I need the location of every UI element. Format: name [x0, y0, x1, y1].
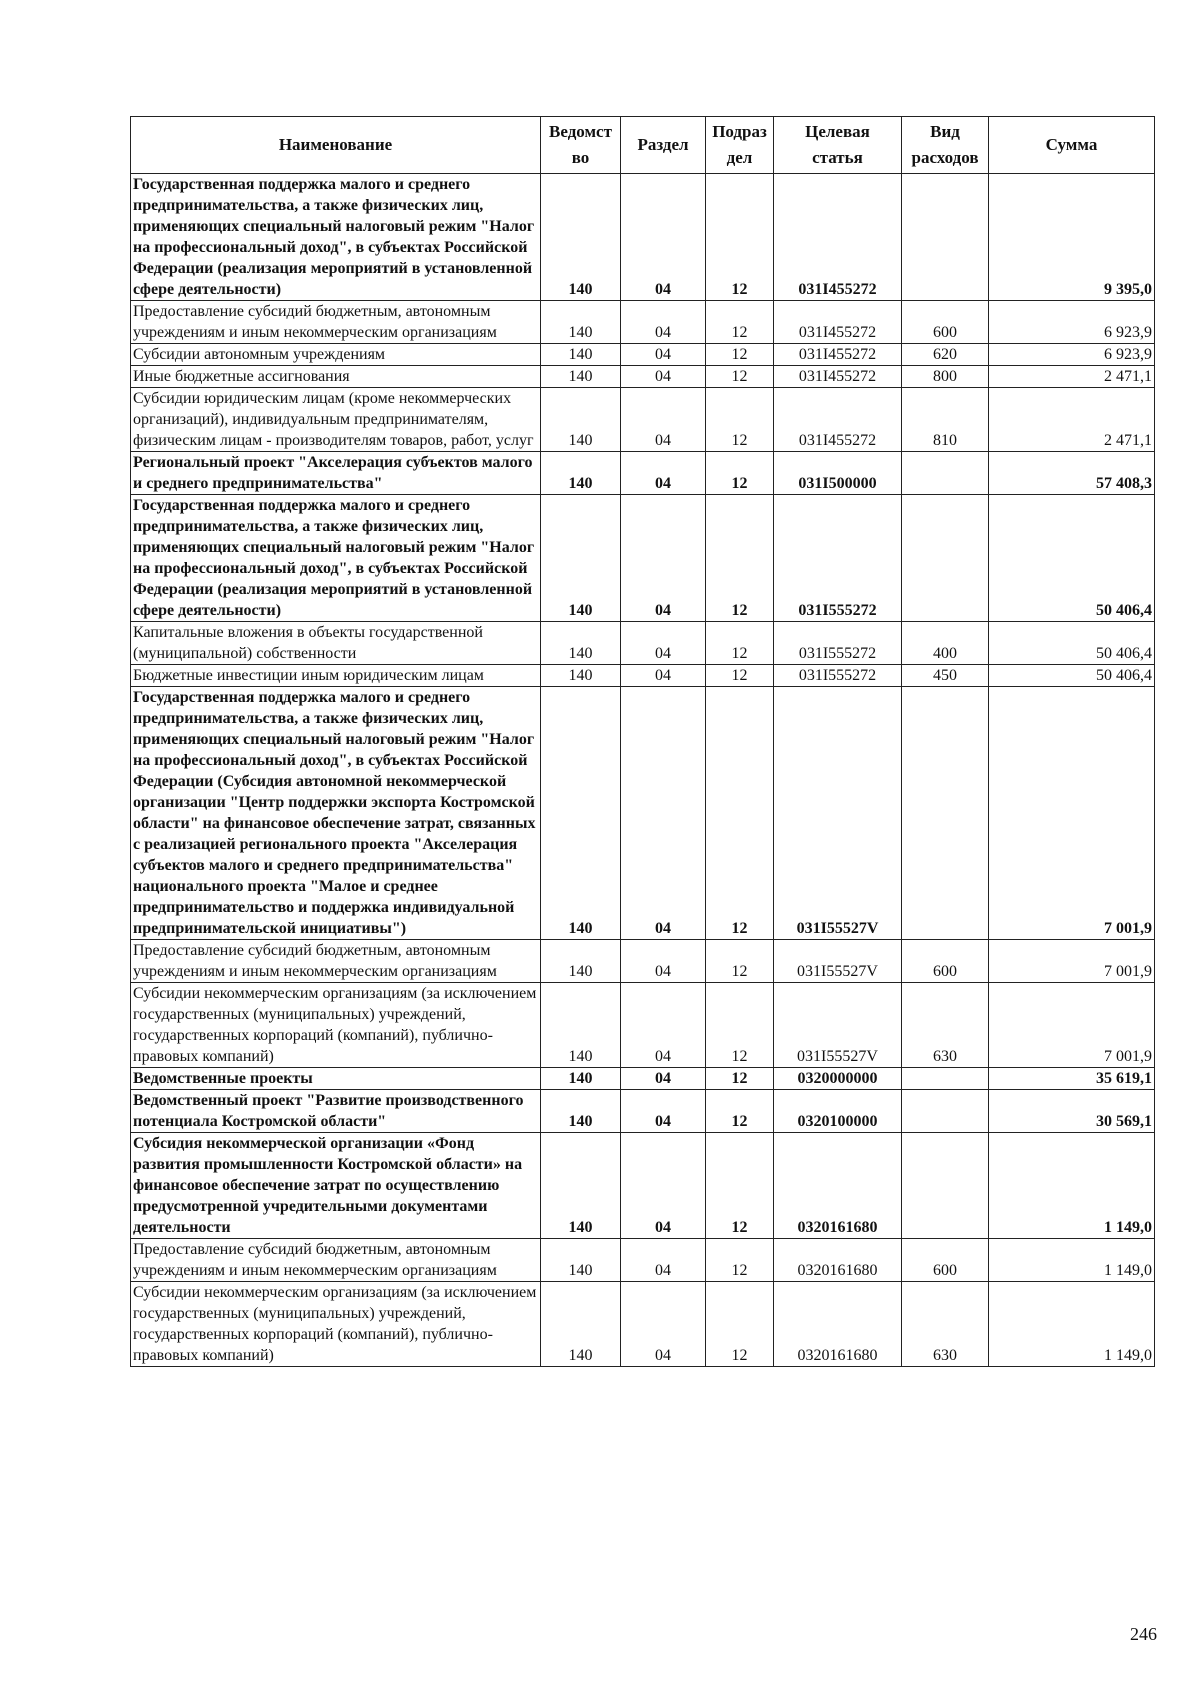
- row-section-cell: 04: [621, 301, 706, 344]
- header-subsection: Подраз дел: [706, 117, 774, 174]
- row-department-cell: 140: [541, 1239, 621, 1282]
- row-department-cell: 140: [541, 622, 621, 665]
- row-subsection-cell: 12: [706, 344, 774, 366]
- row-target-item-cell: 031I555272: [774, 665, 902, 687]
- row-amount-cell: 1 149,0: [989, 1282, 1155, 1367]
- row-subsection-cell: 12: [706, 174, 774, 301]
- row-expense-type-cell: 810: [902, 388, 989, 452]
- row-department-cell: 140: [541, 495, 621, 622]
- table-row: [131, 388, 1155, 452]
- row-target-item-cell: 031I455272: [774, 344, 902, 366]
- header-department: Ведомст во: [541, 117, 621, 174]
- row-department-cell: 140: [541, 1068, 621, 1090]
- row-expense-type-cell: [902, 1090, 989, 1133]
- row-expense-type-cell: 630: [902, 983, 989, 1068]
- row-section-cell: 04: [621, 174, 706, 301]
- row-department-cell: 140: [541, 301, 621, 344]
- row-name-cell: Ведомственный проект "Развитие производственного потенциала Костромской области": [131, 1090, 541, 1133]
- row-amount-cell: 57 408,3: [989, 452, 1155, 495]
- row-expense-type-cell: 620: [902, 344, 989, 366]
- row-name-cell: Предоставление субсидий бюджетным, автономным учреждениям и иным некоммерческим организациям: [131, 301, 541, 344]
- row-name-cell: Иные бюджетные ассигнования: [131, 366, 541, 388]
- table-row: [131, 1068, 1155, 1090]
- table-row: [131, 1239, 1155, 1282]
- row-name-cell: Субсидии юридическим лицам (кроме некоммерческих организаций), индивидуальным предпринимателям, физическим лицам - производителям товаров, работ, услуг: [131, 388, 541, 452]
- row-name-cell: Государственная поддержка малого и среднего предпринимательства, а также физических лиц, применяющих специальный налоговый режим "Налог на профессиональный доход", в субъектах Российской Федерации (реализация мероприятий в установленной сфере деятельности): [131, 495, 541, 622]
- row-target-item-cell: 031I455272: [774, 366, 902, 388]
- row-subsection-cell: 12: [706, 983, 774, 1068]
- row-subsection-cell: 12: [706, 452, 774, 495]
- header-expense-type: Вид расходов: [902, 117, 989, 174]
- row-department-cell: 140: [541, 687, 621, 940]
- row-expense-type-cell: [902, 1068, 989, 1090]
- table-row: [131, 1133, 1155, 1239]
- row-subsection-cell: 12: [706, 366, 774, 388]
- row-expense-type-cell: 400: [902, 622, 989, 665]
- row-target-item-cell: 031I455272: [774, 388, 902, 452]
- table-row: [131, 687, 1155, 940]
- row-expense-type-cell: 600: [902, 301, 989, 344]
- table-row: [131, 301, 1155, 344]
- row-name-cell: Государственная поддержка малого и среднего предпринимательства, а также физических лиц, применяющих специальный налоговый режим "Налог на профессиональный доход", в субъектах Российской Федерации (реализация мероприятий в установленной сфере деятельности): [131, 174, 541, 301]
- row-section-cell: 04: [621, 1068, 706, 1090]
- row-target-item-cell: 0320161680: [774, 1239, 902, 1282]
- row-department-cell: 140: [541, 388, 621, 452]
- row-name-cell: Бюджетные инвестиции иным юридическим лицам: [131, 665, 541, 687]
- row-name-cell: Предоставление субсидий бюджетным, автономным учреждениям и иным некоммерческим организациям: [131, 940, 541, 983]
- row-target-item-cell: 0320161680: [774, 1133, 902, 1239]
- row-amount-cell: 2 471,1: [989, 366, 1155, 388]
- row-name-cell: Субсидии автономным учреждениям: [131, 344, 541, 366]
- row-name-cell: Предоставление субсидий бюджетным, автономным учреждениям и иным некоммерческим организациям: [131, 1239, 541, 1282]
- header-section: Раздел: [621, 117, 706, 174]
- row-target-item-cell: 0320000000: [774, 1068, 902, 1090]
- table-row: [131, 940, 1155, 983]
- row-name-cell: Субсидии некоммерческим организациям (за исключением государственных (муниципальных) учреждений, государственных корпораций (компаний), публично-правовых компаний): [131, 983, 541, 1068]
- table-row: [131, 495, 1155, 622]
- row-expense-type-cell: 600: [902, 1239, 989, 1282]
- row-amount-cell: 50 406,4: [989, 495, 1155, 622]
- row-expense-type-cell: 630: [902, 1282, 989, 1367]
- row-name-cell: Ведомственные проекты: [131, 1068, 541, 1090]
- row-department-cell: 140: [541, 940, 621, 983]
- row-name-cell: Субсидия некоммерческой организации «Фонд развития промышленности Костромской области» на финансовое обеспечение затрат по осуществлению предусмотренной учредительными документами деятельности: [131, 1133, 541, 1239]
- row-section-cell: 04: [621, 1239, 706, 1282]
- table-row: [131, 1090, 1155, 1133]
- row-department-cell: 140: [541, 452, 621, 495]
- row-expense-type-cell: [902, 452, 989, 495]
- row-amount-cell: 6 923,9: [989, 344, 1155, 366]
- row-name-cell: Региональный проект "Акселерация субъектов малого и среднего предпринимательства": [131, 452, 541, 495]
- row-section-cell: 04: [621, 1133, 706, 1239]
- row-target-item-cell: 031I555272: [774, 495, 902, 622]
- table-row: [131, 174, 1155, 301]
- row-section-cell: 04: [621, 1090, 706, 1133]
- table-row: [131, 622, 1155, 665]
- row-target-item-cell: 031I455272: [774, 174, 902, 301]
- row-section-cell: 04: [621, 665, 706, 687]
- row-name-cell: Субсидии некоммерческим организациям (за исключением государственных (муниципальных) учреждений, государственных корпораций (компаний), публично-правовых компаний): [131, 1282, 541, 1367]
- row-amount-cell: 1 149,0: [989, 1133, 1155, 1239]
- row-subsection-cell: 12: [706, 301, 774, 344]
- row-amount-cell: 6 923,9: [989, 301, 1155, 344]
- table-header-row: [131, 117, 1155, 174]
- row-subsection-cell: 12: [706, 1068, 774, 1090]
- row-amount-cell: 50 406,4: [989, 622, 1155, 665]
- row-subsection-cell: 12: [706, 1133, 774, 1239]
- row-section-cell: 04: [621, 1282, 706, 1367]
- row-target-item-cell: 0320100000: [774, 1090, 902, 1133]
- row-subsection-cell: 12: [706, 940, 774, 983]
- row-subsection-cell: 12: [706, 622, 774, 665]
- row-section-cell: 04: [621, 940, 706, 983]
- row-expense-type-cell: 800: [902, 366, 989, 388]
- row-name-cell: Государственная поддержка малого и среднего предпринимательства, а также физических лиц, применяющих специальный налоговый режим "Налог на профессиональный доход", в субъектах Российской Федерации (Субсидия автономной некоммерческой организации "Центр поддержки экспорта Костромской области" на финансовое обеспечение затрат, связанных с реализацией регионального проекта "Акселерация субъектов малого и среднего предпринимательства" национального проекта "Малое и среднее предпринимательство и поддержка индивидуальной предпринимательской инициативы"): [131, 687, 541, 940]
- budget-table: [130, 116, 1155, 1367]
- header-name: Наименование: [131, 117, 541, 174]
- row-target-item-cell: 031I55527V: [774, 940, 902, 983]
- row-amount-cell: 7 001,9: [989, 687, 1155, 940]
- row-amount-cell: 7 001,9: [989, 940, 1155, 983]
- header-amount: Сумма: [989, 117, 1155, 174]
- page-number: 246: [1130, 1624, 1157, 1644]
- row-subsection-cell: 12: [706, 1090, 774, 1133]
- row-amount-cell: 2 471,1: [989, 388, 1155, 452]
- row-department-cell: 140: [541, 1090, 621, 1133]
- row-section-cell: 04: [621, 452, 706, 495]
- row-target-item-cell: 031I555272: [774, 622, 902, 665]
- row-subsection-cell: 12: [706, 1239, 774, 1282]
- row-subsection-cell: 12: [706, 495, 774, 622]
- table-row: [131, 665, 1155, 687]
- row-expense-type-cell: [902, 1133, 989, 1239]
- row-target-item-cell: 031I500000: [774, 452, 902, 495]
- table-body: [131, 174, 1155, 1367]
- row-amount-cell: 50 406,4: [989, 665, 1155, 687]
- row-subsection-cell: 12: [706, 665, 774, 687]
- table-row: [131, 1282, 1155, 1367]
- header-target-item: Целевая статья: [774, 117, 902, 174]
- row-subsection-cell: 12: [706, 1282, 774, 1367]
- row-section-cell: 04: [621, 983, 706, 1068]
- row-expense-type-cell: [902, 174, 989, 301]
- row-section-cell: 04: [621, 622, 706, 665]
- row-expense-type-cell: 600: [902, 940, 989, 983]
- row-target-item-cell: 031I55527V: [774, 983, 902, 1068]
- row-section-cell: 04: [621, 344, 706, 366]
- table-row: [131, 366, 1155, 388]
- row-target-item-cell: 0320161680: [774, 1282, 902, 1367]
- row-amount-cell: 1 149,0: [989, 1239, 1155, 1282]
- row-expense-type-cell: [902, 687, 989, 940]
- row-department-cell: 140: [541, 665, 621, 687]
- row-department-cell: 140: [541, 344, 621, 366]
- table-row: [131, 344, 1155, 366]
- row-subsection-cell: 12: [706, 687, 774, 940]
- row-section-cell: 04: [621, 687, 706, 940]
- row-department-cell: 140: [541, 983, 621, 1068]
- row-target-item-cell: 031I55527V: [774, 687, 902, 940]
- table-row: [131, 983, 1155, 1068]
- row-amount-cell: 35 619,1: [989, 1068, 1155, 1090]
- row-section-cell: 04: [621, 388, 706, 452]
- row-department-cell: 140: [541, 366, 621, 388]
- row-department-cell: 140: [541, 174, 621, 301]
- row-name-cell: Капитальные вложения в объекты государственной (муниципальной) собственности: [131, 622, 541, 665]
- row-amount-cell: 9 395,0: [989, 174, 1155, 301]
- row-amount-cell: 30 569,1: [989, 1090, 1155, 1133]
- row-target-item-cell: 031I455272: [774, 301, 902, 344]
- row-expense-type-cell: 450: [902, 665, 989, 687]
- row-department-cell: 140: [541, 1133, 621, 1239]
- row-subsection-cell: 12: [706, 388, 774, 452]
- row-section-cell: 04: [621, 366, 706, 388]
- row-expense-type-cell: [902, 495, 989, 622]
- row-amount-cell: 7 001,9: [989, 983, 1155, 1068]
- row-section-cell: 04: [621, 495, 706, 622]
- table-row: [131, 452, 1155, 495]
- row-department-cell: 140: [541, 1282, 621, 1367]
